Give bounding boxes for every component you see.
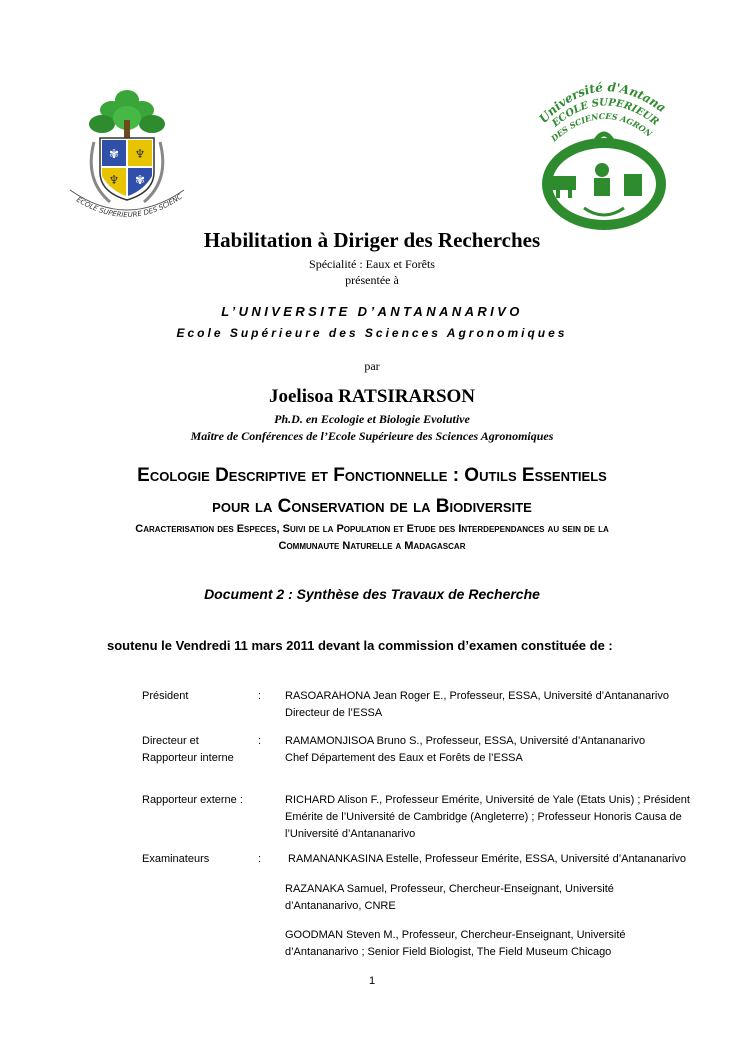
presented-at: présentée à: [345, 273, 399, 287]
jury-role-director-2: Rapporteur interne: [142, 752, 234, 764]
speciality: Spécialité : Eaux et Forêts: [309, 257, 435, 271]
defense-statement: soutenu le Vendredi 11 mars 2011 devant la commission d’examen constituée de :: [107, 638, 613, 653]
jury-role-examiners: Examinateurs: [142, 853, 210, 865]
jury-external-line3: l’Université d’Antananarivo: [285, 828, 416, 840]
jury-director-line1: RAMAMONJISOA Bruno S., Professeur, ESSA, Université d’Antananarivo: [285, 735, 646, 747]
thesis-subtitle-line2: Communaute Naturelle a Madagascar: [278, 540, 466, 552]
author-degree: Ph.D. en Ecologie et Biologie Evolutive: [274, 412, 470, 426]
svg-text:♆: ♆: [108, 173, 120, 187]
author-name: Joelisoa RATSIRARSON: [268, 386, 476, 407]
svg-text:✾: ✾: [134, 173, 146, 187]
thesis-title-line1: Ecologie Descriptive et Fonctionnelle : Outils Essentiels: [137, 465, 607, 486]
svg-text:✾: ✾: [108, 147, 120, 161]
author-position: Maître de Conférences de l’Ecole Supérieure des Sciences Agronomiques: [190, 429, 554, 443]
school-name: Ecole Supérieure des Sciences Agronomiques: [176, 326, 568, 340]
jury-external-line1: RICHARD Alison F., Professeur Emérite, Université de Yale (Etats Unis) ; Président: [285, 794, 690, 806]
left-logo-text: ECOLE SUPERIEURE DES SCIENC: [75, 192, 184, 220]
jury-director-line2: Chef Département des Eaux et Forêts de l’ESSA: [285, 752, 523, 764]
jury-role-director: Directeur et: [142, 735, 199, 747]
thesis-title-line2: pour la Conservation de la Biodiversite: [212, 496, 532, 517]
jury-colon: :: [258, 735, 262, 747]
right-logo-text-1: Université d'Antana: [536, 80, 669, 126]
jury-examiner-2-line2: d’Antananarivo, CNRE: [285, 900, 396, 912]
page-number: 1: [368, 975, 376, 987]
document-label: Document 2 : Synthèse des Travaux de Recherche: [204, 586, 540, 602]
right-logo: [524, 74, 674, 234]
jury-examiner-2-line1: RAZANAKA Samuel, Professeur, Chercheur-Enseignant, Université: [285, 883, 614, 895]
svg-text:♆: ♆: [134, 147, 146, 161]
page-title: Habilitation à Diriger des Recherches: [203, 228, 541, 252]
jury-president-line2: Directeur de l’ESSA: [285, 707, 383, 719]
jury-colon: :: [258, 853, 262, 865]
right-logo-text-3: DES SCIENCES AGRON: [548, 110, 655, 144]
thesis-subtitle-line1: Caracterisation des Especes, Suivi de la Population et Etude des Interdependances au sein de la: [135, 523, 609, 535]
jury-role-external: Rapporteur externe :: [142, 794, 243, 806]
by-label: par: [364, 359, 380, 373]
jury-examiner-1: RAMANANKASINA Estelle, Professeur Emérite, ESSA, Université d’Antananarivo: [288, 853, 686, 865]
jury-examiner-3-line2: d’Antananarivo ; Senior Field Biologist, The Field Museum Chicago: [285, 946, 612, 958]
jury-examiner-3-line1: GOODMAN Steven M., Professeur, Chercheur-Enseignant, Université: [285, 929, 626, 941]
jury-colon: :: [258, 690, 262, 702]
left-logo: [62, 80, 192, 230]
jury-president-line1: RASOARAHONA Jean Roger E., Professeur, ESSA, Université d’Antananarivo: [285, 690, 669, 702]
university-name: L’UNIVERSITE D’ANTANANARIVO: [221, 304, 523, 319]
right-logo-text-2: ECOLE SUPERIEUR: [550, 97, 661, 130]
jury-external-line2: Emérite de l’Université de Cambridge (Angleterre) ; Professeur Honoris Causa de: [285, 811, 682, 823]
jury-role-president: Président: [142, 690, 189, 702]
